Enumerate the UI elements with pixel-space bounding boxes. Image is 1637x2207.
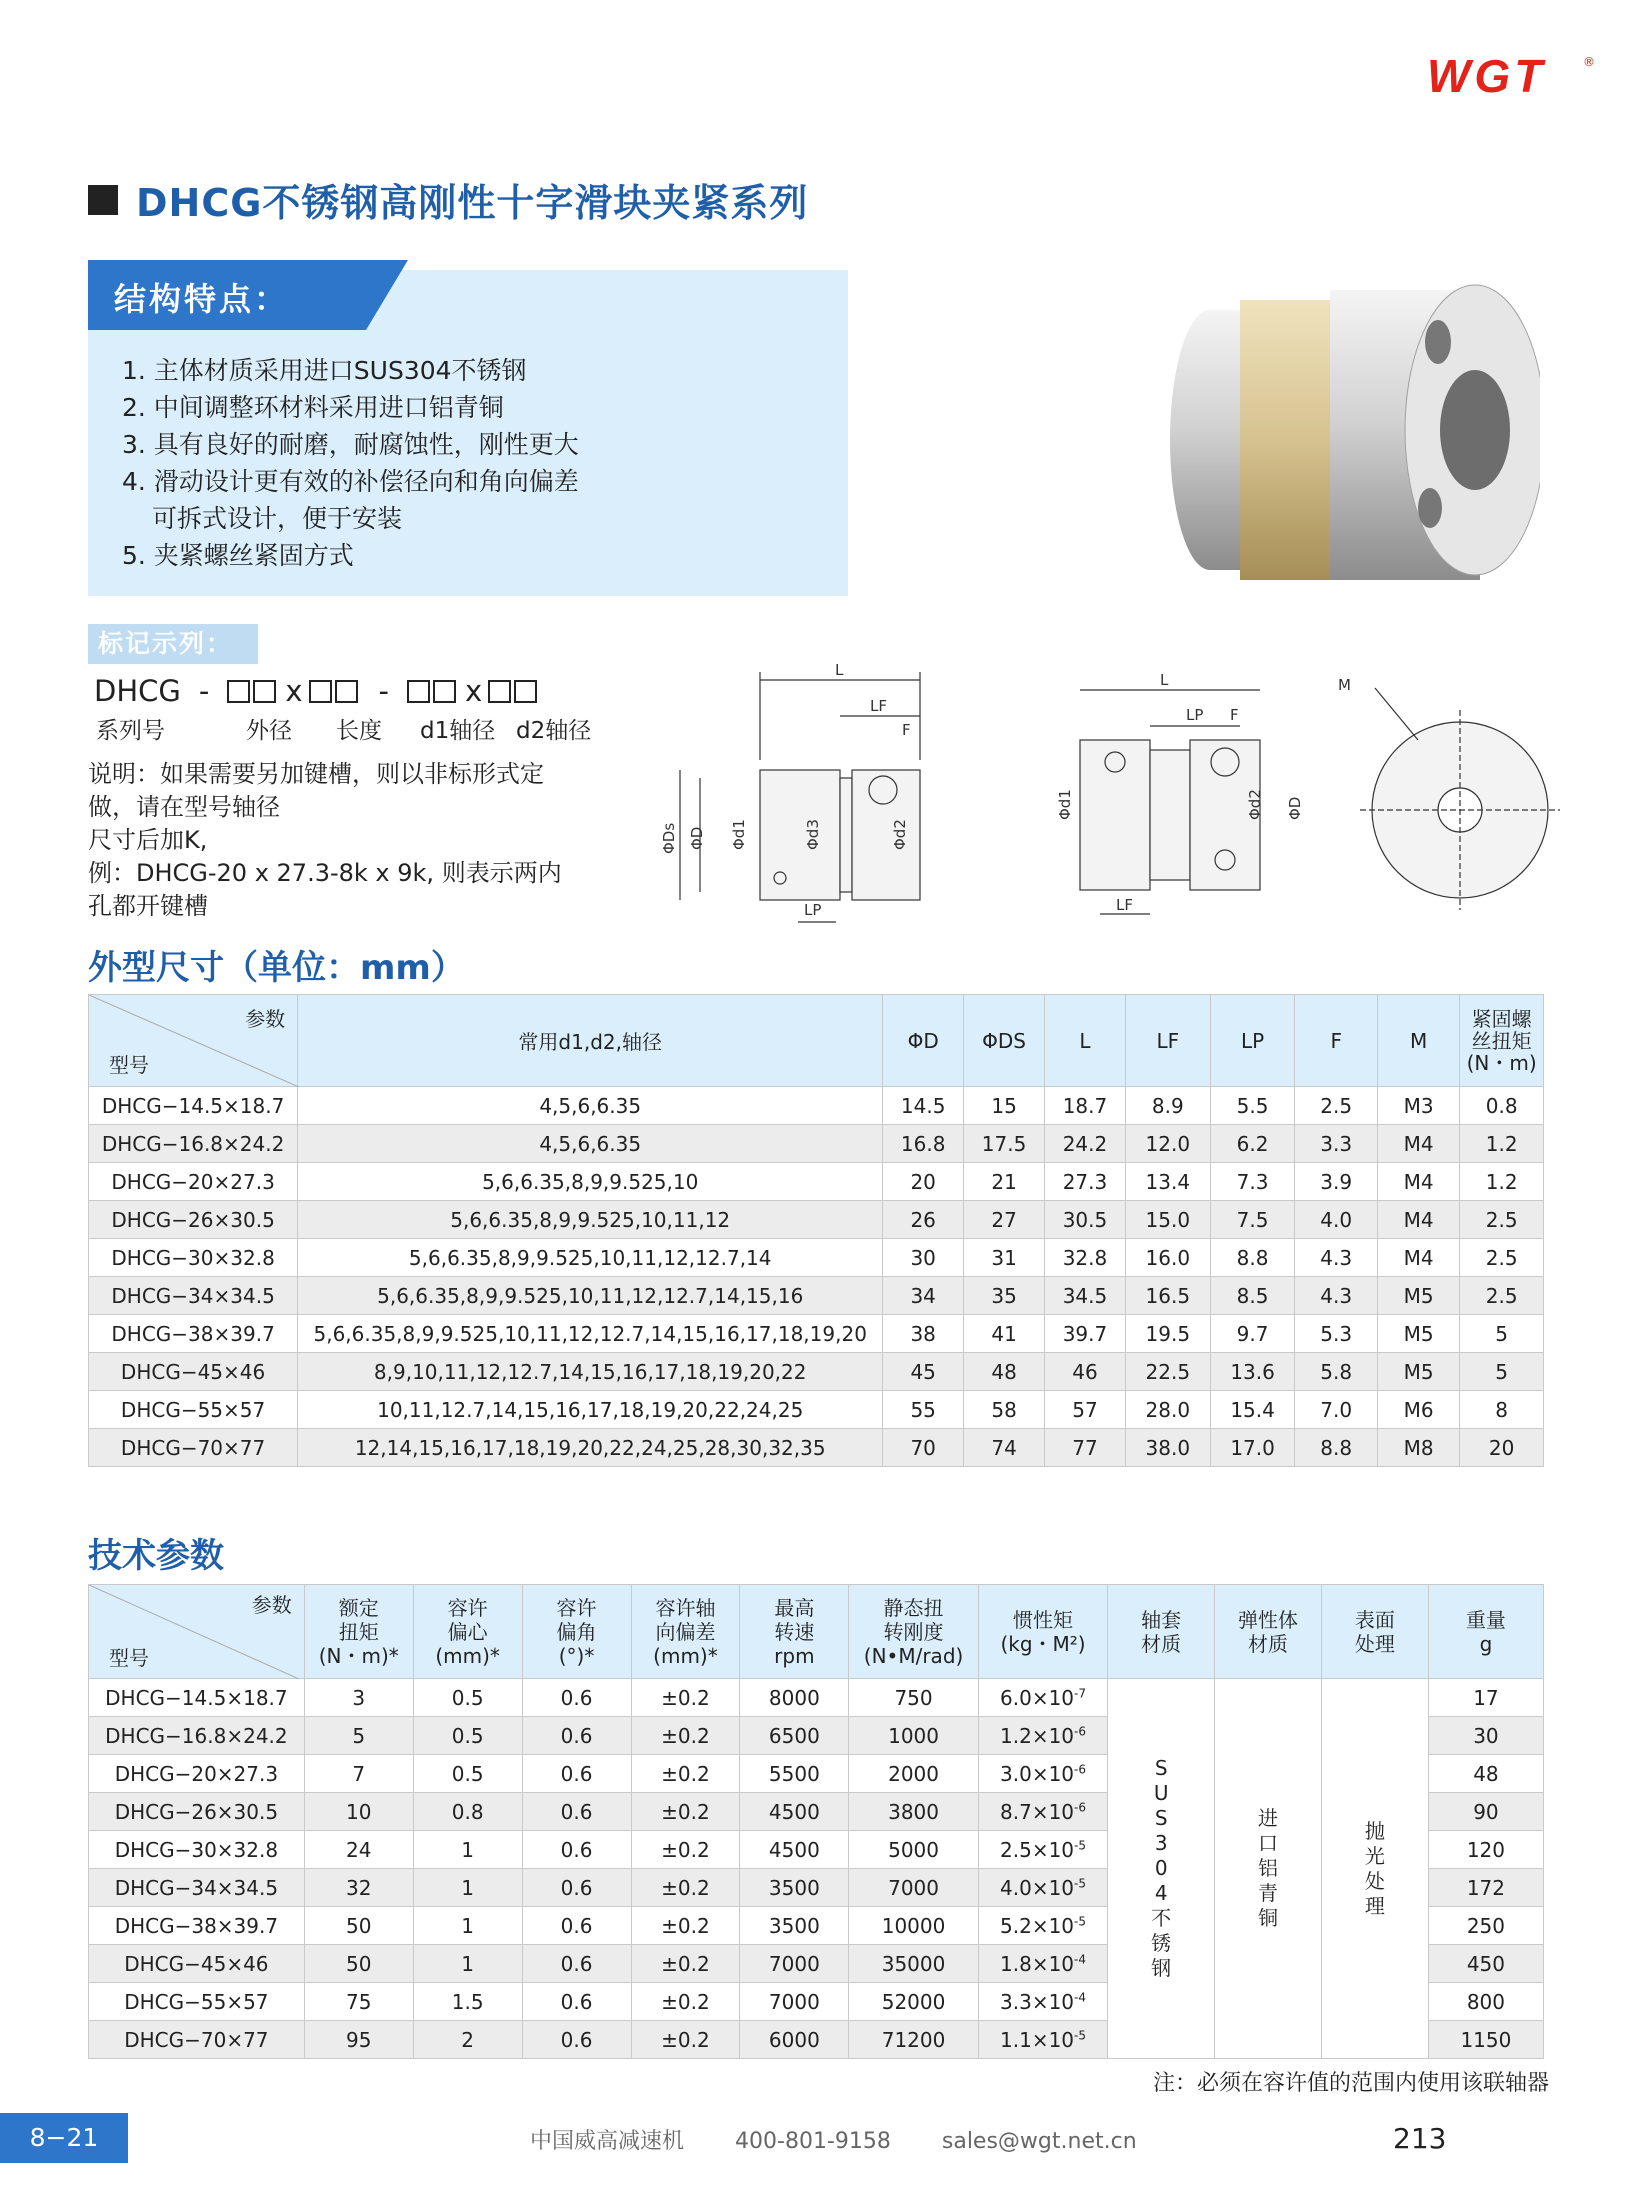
value-cell: 70 — [883, 1429, 964, 1467]
weight-cell: 30 — [1428, 1717, 1543, 1755]
value-cell: 41 — [964, 1315, 1045, 1353]
tech-heading: 技术参数 — [88, 1536, 224, 1576]
col-lp: LP — [1210, 995, 1295, 1087]
value-cell: 75 — [304, 1983, 413, 2021]
page-number: 213 — [1393, 2122, 1447, 2155]
col-axial: 容许轴 向偏差 (mm)* — [631, 1585, 740, 1679]
value-cell: ±0.2 — [631, 1831, 740, 1869]
value-cell: 10000 — [849, 1907, 978, 1945]
value-cell: 32 — [304, 1869, 413, 1907]
value-cell: M6 — [1377, 1391, 1459, 1429]
value-cell: 95 — [304, 2021, 413, 2059]
svg-text:F: F — [1230, 706, 1239, 724]
model-cell: DHCG−14.5×18.7 — [89, 1679, 305, 1717]
footer-phone: 400-801-9158 — [735, 2129, 891, 2154]
value-cell: 15 — [964, 1087, 1045, 1125]
table-row — [89, 1239, 1544, 1277]
value-cell: 16.8 — [883, 1125, 964, 1163]
value-cell: 0.6 — [522, 1793, 631, 1831]
footer-contact — [530, 2124, 1181, 2155]
value-cell: 1 — [413, 1831, 522, 1869]
value-cell: 4500 — [740, 1831, 849, 1869]
value-cell: 4.3 — [1295, 1277, 1377, 1315]
col-eccentric: 容许 偏心 (mm)* — [413, 1585, 522, 1679]
value-cell: 14.5 — [883, 1087, 964, 1125]
value-cell: 7 — [304, 1755, 413, 1793]
feature-item: 4. 滑动设计更有效的补偿径向和角向偏差 — [122, 467, 579, 496]
value-cell: 5,6,6.35,8,9,9.525,10,11,12,12.7,14,15,16 — [298, 1277, 883, 1315]
value-cell: 3.3 — [1295, 1125, 1377, 1163]
page-title: DHCG不锈钢高刚性十字滑块夹紧系列 — [88, 172, 808, 227]
weight-cell: 90 — [1428, 1793, 1543, 1831]
svg-text:L: L — [1160, 671, 1169, 689]
value-cell: 5500 — [740, 1755, 849, 1793]
col-l: L — [1045, 995, 1126, 1087]
model-cell: DHCG−34×34.5 — [89, 1277, 298, 1315]
col-angle: 容许 偏角 (°)* — [522, 1585, 631, 1679]
inertia-cell: $1.2\times 10^{-6}$ — [978, 1717, 1107, 1755]
value-cell: 0.6 — [522, 1679, 631, 1717]
value-cell: 6000 — [740, 2021, 849, 2059]
end-view — [1338, 676, 1560, 910]
svg-text:M: M — [1338, 676, 1351, 694]
value-cell: 8.8 — [1295, 1429, 1377, 1467]
value-cell: 50 — [304, 1945, 413, 1983]
col-speed: 最高 转速 rpm — [740, 1585, 849, 1679]
value-cell: 34 — [883, 1277, 964, 1315]
weight-cell: 17 — [1428, 1679, 1543, 1717]
col-lf: LF — [1125, 995, 1210, 1087]
technical-drawing — [640, 660, 1560, 960]
value-cell: ±0.2 — [631, 1907, 740, 1945]
value-cell: 38.0 — [1125, 1429, 1210, 1467]
value-cell: 0.8 — [1460, 1087, 1544, 1125]
weight-cell: 48 — [1428, 1755, 1543, 1793]
value-cell: ±0.2 — [631, 1679, 740, 1717]
value-cell: 55 — [883, 1391, 964, 1429]
value-cell: 52000 — [849, 1983, 978, 2021]
value-cell: 8.8 — [1210, 1239, 1295, 1277]
value-cell: 3800 — [849, 1793, 978, 1831]
model-cell: DHCG−34×34.5 — [89, 1869, 305, 1907]
value-cell: 0.6 — [522, 1907, 631, 1945]
label-series: 系列号 — [96, 718, 165, 744]
footer-email: sales@wgt.net.cn — [941, 2129, 1137, 2154]
value-cell: 5 — [1460, 1315, 1544, 1353]
value-cell: 5,6,6.35,8,9,9.525,10 — [298, 1163, 883, 1201]
value-cell: 4.3 — [1295, 1239, 1377, 1277]
value-cell: 35000 — [849, 1945, 978, 1983]
model-code-pattern: DHCG - x - x — [94, 674, 540, 708]
label-outer: 外径 — [246, 718, 292, 744]
weight-cell: 120 — [1428, 1831, 1543, 1869]
svg-text:L: L — [835, 661, 844, 679]
value-cell: 20 — [883, 1163, 964, 1201]
value-cell: 1000 — [849, 1717, 978, 1755]
value-cell: 3.9 — [1295, 1163, 1377, 1201]
table-row — [89, 1429, 1544, 1467]
value-cell: 3500 — [740, 1869, 849, 1907]
value-cell: 39.7 — [1045, 1315, 1126, 1353]
svg-text:LP: LP — [1186, 706, 1204, 724]
value-cell: 5,6,6.35,8,9,9.525,10,11,12,12.7,14 — [298, 1239, 883, 1277]
svg-text:ΦD: ΦD — [1286, 796, 1304, 820]
feature-item: 可拆式设计，便于安装 — [152, 504, 403, 533]
value-cell: M4 — [1377, 1239, 1459, 1277]
model-cell: DHCG−20×27.3 — [89, 1163, 298, 1201]
value-cell: 0.6 — [522, 1945, 631, 1983]
model-cell: DHCG−70×77 — [89, 2021, 305, 2059]
value-cell: 15.4 — [1210, 1391, 1295, 1429]
value-cell: 0.5 — [413, 1755, 522, 1793]
value-cell: 1 — [413, 1945, 522, 1983]
value-cell: 7.0 — [1295, 1391, 1377, 1429]
value-cell: 7000 — [740, 1983, 849, 2021]
col-stiffness: 静态扭 转刚度 (N•M/rad) — [849, 1585, 978, 1679]
model-cell: DHCG−26×30.5 — [89, 1793, 305, 1831]
value-cell: 24.2 — [1045, 1125, 1126, 1163]
dims-heading: 外型尺寸（单位：mm） — [88, 948, 465, 988]
value-cell: ±0.2 — [631, 1869, 740, 1907]
value-cell: 7.5 — [1210, 1201, 1295, 1239]
label-d2: d2轴径 — [516, 718, 592, 744]
value-cell: M3 — [1377, 1087, 1459, 1125]
value-cell: 30.5 — [1045, 1201, 1126, 1239]
value-cell: 10 — [304, 1793, 413, 1831]
value-cell: 5.3 — [1295, 1315, 1377, 1353]
value-cell: 19.5 — [1125, 1315, 1210, 1353]
value-cell: 58 — [964, 1391, 1045, 1429]
elastic-material-cell: 进 口 铝 青 铜 — [1215, 1679, 1322, 2059]
value-cell: 5.8 — [1295, 1353, 1377, 1391]
inertia-cell: $1.8\times 10^{-4}$ — [978, 1945, 1107, 1983]
label-length: 长度 — [336, 718, 382, 744]
value-cell: 8.9 — [1125, 1087, 1210, 1125]
model-cell: DHCG−30×32.8 — [89, 1831, 305, 1869]
value-cell: 74 — [964, 1429, 1045, 1467]
feature-item: 5. 夹紧螺丝紧固方式 — [122, 541, 354, 570]
value-cell: 7000 — [849, 1869, 978, 1907]
weight-cell: 172 — [1428, 1869, 1543, 1907]
feature-item: 3. 具有良好的耐磨，耐腐蚀性，刚性更大 — [122, 430, 579, 459]
value-cell: 45 — [883, 1353, 964, 1391]
model-cell: DHCG−45×46 — [89, 1945, 305, 1983]
sleeve-material-cell: S U S 3 0 4 不 锈 钢 — [1108, 1679, 1215, 2059]
wgt-logo — [1425, 50, 1595, 100]
value-cell: ±0.2 — [631, 2021, 740, 2059]
model-cell: DHCG−38×39.7 — [89, 1315, 298, 1353]
col-sleeve-material: 轴套 材质 — [1108, 1585, 1215, 1679]
features-list — [122, 352, 579, 574]
weight-cell: 250 — [1428, 1907, 1543, 1945]
model-cell: DHCG−70×77 — [89, 1429, 298, 1467]
value-cell: M4 — [1377, 1201, 1459, 1239]
value-cell: 4.0 — [1295, 1201, 1377, 1239]
value-cell: M4 — [1377, 1163, 1459, 1201]
value-cell: 24 — [304, 1831, 413, 1869]
tech-table — [88, 1584, 1544, 2059]
keyway-note: 说明：如果需要另加键槽，则以非标形式定 做，请在型号轴径 尺寸后加K, 例：DHCG-20 x 27.3-8k x 9k, 则表示两内 孔都开键槽 — [88, 760, 562, 920]
value-cell: 12.0 — [1125, 1125, 1210, 1163]
value-cell: 1.5 — [413, 1983, 522, 2021]
col-inertia: 惯性矩 (kg・M²) — [978, 1585, 1107, 1679]
model-cell: DHCG−55×57 — [89, 1391, 298, 1429]
table-row — [89, 1163, 1544, 1201]
table-row — [89, 1391, 1544, 1429]
value-cell: 35 — [964, 1277, 1045, 1315]
value-cell: 0.6 — [522, 1755, 631, 1793]
svg-text:ΦD: ΦD — [688, 826, 706, 850]
value-cell: 16.0 — [1125, 1239, 1210, 1277]
feature-item: 2. 中间调整环材料采用进口铝青铜 — [122, 393, 504, 422]
value-cell: 5,6,6.35,8,9,9.525,10,11,12 — [298, 1201, 883, 1239]
value-cell: 31 — [964, 1239, 1045, 1277]
svg-text:LP: LP — [804, 901, 822, 919]
value-cell: 0.6 — [522, 2021, 631, 2059]
table-row — [89, 1125, 1544, 1163]
value-cell: 3 — [304, 1679, 413, 1717]
value-cell: 22.5 — [1125, 1353, 1210, 1391]
table-row — [89, 1201, 1544, 1239]
svg-text:LF: LF — [1116, 896, 1133, 914]
value-cell: 1 — [413, 1907, 522, 1945]
value-cell: ±0.2 — [631, 1983, 740, 2021]
model-cell: DHCG−14.5×18.7 — [89, 1087, 298, 1125]
section-page-tag: 8−21 — [0, 2113, 128, 2163]
value-cell: 57 — [1045, 1391, 1126, 1429]
value-cell: 0.6 — [522, 1983, 631, 2021]
value-cell: M8 — [1377, 1429, 1459, 1467]
value-cell: 16.5 — [1125, 1277, 1210, 1315]
marking-heading: 标记示列： — [88, 624, 258, 664]
value-cell: 0.6 — [522, 1869, 631, 1907]
value-cell: 77 — [1045, 1429, 1126, 1467]
value-cell: 18.7 — [1045, 1087, 1126, 1125]
inertia-cell: $5.2\times 10^{-5}$ — [978, 1907, 1107, 1945]
value-cell: 750 — [849, 1679, 978, 1717]
table-row — [89, 1679, 1544, 1717]
value-cell: 5000 — [849, 1831, 978, 1869]
value-cell: 1 — [413, 1869, 522, 1907]
value-cell: 8000 — [740, 1679, 849, 1717]
svg-text:Φd2: Φd2 — [891, 819, 909, 850]
value-cell: 28.0 — [1125, 1391, 1210, 1429]
col-od: ΦD — [883, 995, 964, 1087]
value-cell: 7000 — [740, 1945, 849, 1983]
model-cell: DHCG−20×27.3 — [89, 1755, 305, 1793]
table-row — [89, 1087, 1544, 1125]
value-cell: 10,11,12.7,14,15,16,17,18,19,20,22,24,25 — [298, 1391, 883, 1429]
col-ods: ΦDS — [964, 995, 1045, 1087]
value-cell: 7.3 — [1210, 1163, 1295, 1201]
col-f: F — [1295, 995, 1377, 1087]
title-square-icon — [88, 185, 118, 215]
value-cell: ±0.2 — [631, 1945, 740, 1983]
inertia-cell: $6.0\times 10^{-7}$ — [978, 1679, 1107, 1717]
value-cell: 4500 — [740, 1793, 849, 1831]
value-cell: 4,5,6,6.35 — [298, 1125, 883, 1163]
value-cell: 6500 — [740, 1717, 849, 1755]
value-cell: M5 — [1377, 1315, 1459, 1353]
value-cell: 26 — [883, 1201, 964, 1239]
value-cell: 2.5 — [1460, 1277, 1544, 1315]
value-cell: 32.8 — [1045, 1239, 1126, 1277]
value-cell: 6.2 — [1210, 1125, 1295, 1163]
value-cell: 2.5 — [1295, 1087, 1377, 1125]
value-cell: 8.5 — [1210, 1277, 1295, 1315]
value-cell: M4 — [1377, 1125, 1459, 1163]
value-cell: M5 — [1377, 1353, 1459, 1391]
inertia-cell: $8.7\times 10^{-6}$ — [978, 1793, 1107, 1831]
value-cell: 46 — [1045, 1353, 1126, 1391]
col-rated-torque: 额定 扭矩 (N・m)* — [304, 1585, 413, 1679]
value-cell: 0.5 — [413, 1679, 522, 1717]
value-cell: 15.0 — [1125, 1201, 1210, 1239]
weight-cell: 1150 — [1428, 2021, 1543, 2059]
dimensions-table — [88, 994, 1544, 1467]
model-cell: DHCG−38×39.7 — [89, 1907, 305, 1945]
svg-text:LF: LF — [870, 697, 887, 715]
value-cell: 21 — [964, 1163, 1045, 1201]
coupling-product-image — [1140, 270, 1540, 600]
svg-text:®: ® — [1583, 55, 1595, 69]
value-cell: 9.7 — [1210, 1315, 1295, 1353]
value-cell: 8,9,10,11,12,12.7,14,15,16,17,18,19,20,22 — [298, 1353, 883, 1391]
value-cell: 4,5,6,6.35 — [298, 1087, 883, 1125]
model-cell: DHCG−16.8×24.2 — [89, 1717, 305, 1755]
model-cell: DHCG−16.8×24.2 — [89, 1125, 298, 1163]
surface-treatment-cell: 抛 光 处 理 — [1321, 1679, 1428, 2059]
value-cell: 50 — [304, 1907, 413, 1945]
model-cell: DHCG−45×46 — [89, 1353, 298, 1391]
value-cell: 17.0 — [1210, 1429, 1295, 1467]
col-m: M — [1377, 995, 1459, 1087]
value-cell: 0.8 — [413, 1793, 522, 1831]
inertia-cell: $3.0\times 10^{-6}$ — [978, 1755, 1107, 1793]
footer-company: 中国威高减速机 — [530, 2129, 685, 2154]
value-cell: 12,14,15,16,17,18,19,20,22,24,25,28,30,32,35 — [298, 1429, 883, 1467]
model-cell: DHCG−30×32.8 — [89, 1239, 298, 1277]
col-bore: 常用d1,d2,轴径 — [298, 995, 883, 1087]
value-cell: 1.2 — [1460, 1125, 1544, 1163]
inertia-cell: $3.3\times 10^{-4}$ — [978, 1983, 1107, 2021]
value-cell: 38 — [883, 1315, 964, 1353]
value-cell: 27.3 — [1045, 1163, 1126, 1201]
value-cell: 0.6 — [522, 1717, 631, 1755]
svg-text:F: F — [902, 721, 911, 739]
side-view-1 — [660, 661, 920, 922]
table-row — [89, 1277, 1544, 1315]
value-cell: 48 — [964, 1353, 1045, 1391]
col-elastic-material: 弹性体 材质 — [1215, 1585, 1322, 1679]
value-cell: 27 — [964, 1201, 1045, 1239]
value-cell: ±0.2 — [631, 1755, 740, 1793]
value-cell: 20 — [1460, 1429, 1544, 1467]
value-cell: 8 — [1460, 1391, 1544, 1429]
value-cell: ±0.2 — [631, 1793, 740, 1831]
value-cell: 0.5 — [413, 1717, 522, 1755]
col-surface: 表面 处理 — [1321, 1585, 1428, 1679]
value-cell: 0.6 — [522, 1831, 631, 1869]
svg-text:ΦDs: ΦDs — [660, 822, 678, 854]
value-cell: 2 — [413, 2021, 522, 2059]
value-cell: 5.5 — [1210, 1087, 1295, 1125]
inertia-cell: $1.1\times 10^{-5}$ — [978, 2021, 1107, 2059]
value-cell: 17.5 — [964, 1125, 1045, 1163]
value-cell: 2.5 — [1460, 1239, 1544, 1277]
svg-text:Φd2: Φd2 — [1246, 789, 1264, 820]
value-cell: 2.5 — [1460, 1201, 1544, 1239]
usage-footnote: 注：必须在容许值的范围内使用该联轴器 — [1152, 2071, 1549, 2096]
table-row — [89, 1315, 1544, 1353]
weight-cell: 450 — [1428, 1945, 1543, 1983]
value-cell: 5,6,6.35,8,9,9.525,10,11,12,12.7,14,15,16,17,18,19,20 — [298, 1315, 883, 1353]
svg-text:Φd1: Φd1 — [1056, 789, 1074, 820]
value-cell: M5 — [1377, 1277, 1459, 1315]
value-cell: 3500 — [740, 1907, 849, 1945]
feature-item: 1. 主体材质采用进口SUS304不锈钢 — [122, 356, 527, 385]
side-view-2 — [1056, 671, 1304, 914]
value-cell: 5 — [1460, 1353, 1544, 1391]
table-row — [89, 1353, 1544, 1391]
value-cell: 1.2 — [1460, 1163, 1544, 1201]
value-cell: 5 — [304, 1717, 413, 1755]
value-cell: 13.6 — [1210, 1353, 1295, 1391]
svg-text:WGT: WGT — [1427, 50, 1547, 100]
model-cell: DHCG−26×30.5 — [89, 1201, 298, 1239]
value-cell: 13.4 — [1125, 1163, 1210, 1201]
svg-text:Φd3: Φd3 — [804, 819, 822, 850]
value-cell: ±0.2 — [631, 1717, 740, 1755]
value-cell: 30 — [883, 1239, 964, 1277]
corner-header: 参数 型号 — [89, 1585, 305, 1679]
model-cell: DHCG−55×57 — [89, 1983, 305, 2021]
weight-cell: 800 — [1428, 1983, 1543, 2021]
col-weight: 重量 g — [1428, 1585, 1543, 1679]
svg-text:Φd1: Φd1 — [730, 819, 748, 850]
value-cell: 71200 — [849, 2021, 978, 2059]
label-d1: d1轴径 — [420, 718, 496, 744]
features-heading: 结构特点： — [88, 260, 408, 330]
value-cell: 2000 — [849, 1755, 978, 1793]
col-screw-torque: 紧固螺 丝扭矩 (N・m) — [1460, 995, 1544, 1087]
corner-header: 参数 型号 — [89, 995, 298, 1087]
value-cell: 34.5 — [1045, 1277, 1126, 1315]
inertia-cell: $4.0\times 10^{-5}$ — [978, 1869, 1107, 1907]
inertia-cell: $2.5\times 10^{-5}$ — [978, 1831, 1107, 1869]
